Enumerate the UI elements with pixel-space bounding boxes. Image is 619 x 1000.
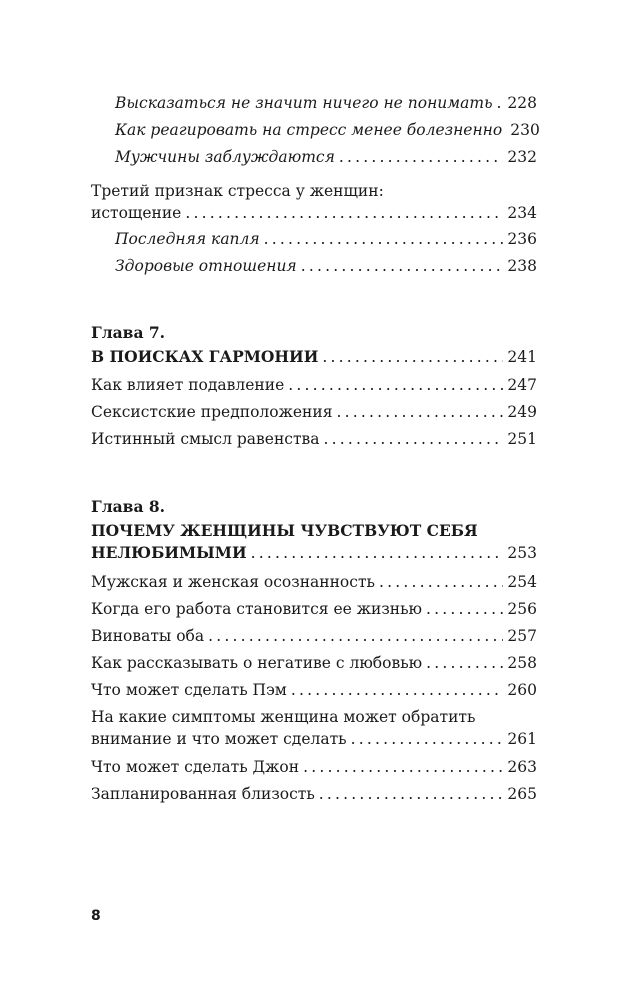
toc-entry-page: 247 — [507, 376, 537, 394]
toc-entry-title: Сексистские предположения — [91, 403, 333, 421]
toc-entry-title: Истинный смысл равенства — [91, 430, 320, 448]
leader-dots — [324, 428, 504, 450]
toc-entry-title: Запланированная близость — [91, 785, 315, 803]
leader-dots — [264, 228, 504, 250]
toc-entry-title: Высказаться не значит ничего не понимать — [115, 94, 493, 112]
toc-entry — [115, 92, 537, 114]
toc-entry — [115, 146, 537, 168]
chapter-8-title-first-line: ПОЧЕМУ ЖЕНЩИНЫ ЧУВСТВУЮТ СЕБЯ — [91, 521, 478, 540]
toc-section-page: 234 — [507, 204, 537, 222]
toc-multiline-entry — [91, 706, 537, 750]
leader-dots — [379, 571, 503, 593]
chapter-8-title: НЕЛЮБИМЫМИ — [91, 543, 247, 562]
toc-entry — [91, 374, 537, 396]
leader-dots — [339, 146, 504, 168]
toc-entry — [91, 756, 537, 778]
page-number: 8 — [91, 908, 101, 924]
toc-entry-title: внимание и что может сделать — [91, 730, 347, 748]
toc-entry-title: Виноваты оба — [91, 627, 205, 645]
toc-section-first-line: Третий признак стресса у женщин: — [91, 182, 384, 200]
toc-entry-title: Когда его работа становится ее жизнью — [91, 600, 423, 618]
toc-entry-title: Что может сделать Джон — [91, 758, 300, 776]
toc-entry-page: 254 — [507, 573, 537, 591]
toc-entry — [115, 228, 537, 250]
toc-entry — [91, 783, 537, 805]
toc-entry-title: Мужчины заблуждаются — [115, 148, 335, 166]
leader-dots — [303, 756, 503, 778]
chapter-7-title: В ПОИСКАХ ГАРМОНИИ — [91, 347, 319, 366]
toc-entry-title: Как реагировать на стресс менее болезненно — [115, 121, 503, 139]
toc-entry-title: Как рассказывать о негативе с любовью — [91, 654, 423, 672]
toc-entry-page: 261 — [507, 730, 537, 748]
toc-entry-title: Что может сделать Пэм — [91, 681, 287, 699]
leader-dots — [288, 374, 503, 396]
chapter-7-heading — [91, 346, 537, 368]
toc-entry-page: 238 — [507, 257, 537, 275]
leader-dots — [336, 401, 503, 423]
toc-entry-page: 263 — [507, 758, 537, 776]
toc-entry-page: 257 — [507, 627, 537, 645]
toc-entry — [91, 679, 537, 701]
toc-entry-page: 260 — [507, 681, 537, 699]
toc-entry-title: Последняя капля — [115, 230, 260, 248]
toc-entry-first-line: На какие симптомы женщина может обратить — [91, 708, 476, 726]
leader-dots — [322, 346, 503, 368]
leader-dots — [426, 652, 503, 674]
toc-entry-page: 230 — [510, 121, 540, 139]
toc-entry — [91, 401, 537, 423]
toc-entry-title: Мужская и женская осознанность — [91, 573, 375, 591]
toc-entry — [91, 428, 537, 450]
toc-entry-title: Здоровые отношения — [115, 257, 297, 275]
toc-entry — [91, 598, 537, 620]
toc-entry — [91, 625, 537, 647]
toc-entry-page: 232 — [507, 148, 537, 166]
chapter-8-page: 253 — [507, 544, 537, 562]
leader-dots — [497, 92, 504, 114]
leader-dots — [301, 255, 504, 277]
toc-entry-page: 249 — [507, 403, 537, 421]
leader-dots — [208, 625, 503, 647]
leader-dots — [319, 783, 504, 805]
toc-entry — [91, 571, 537, 593]
leader-dots — [291, 679, 504, 701]
toc-section-title: истощение — [91, 204, 182, 222]
toc-section-entry — [91, 180, 537, 224]
chapter-8-heading — [91, 520, 537, 564]
chapter-7-label: Глава 7. — [91, 323, 166, 342]
toc-entry-page: 251 — [507, 430, 537, 448]
leader-dots — [351, 728, 504, 750]
toc-entry — [91, 652, 537, 674]
toc-entry — [115, 119, 540, 141]
chapter-8-label: Глава 8. — [91, 497, 166, 516]
toc-entry — [115, 255, 537, 277]
toc-entry-title: Как влияет подавление — [91, 376, 285, 394]
chapter-7-page: 241 — [507, 348, 537, 366]
toc-entry-page: 265 — [507, 785, 537, 803]
toc-entry-page: 256 — [507, 600, 537, 618]
leader-dots — [426, 598, 503, 620]
toc-entry-page: 236 — [507, 230, 537, 248]
leader-dots — [185, 202, 503, 224]
leader-dots — [251, 542, 504, 564]
toc-entry-page: 228 — [507, 94, 537, 112]
toc-entry-page: 258 — [507, 654, 537, 672]
